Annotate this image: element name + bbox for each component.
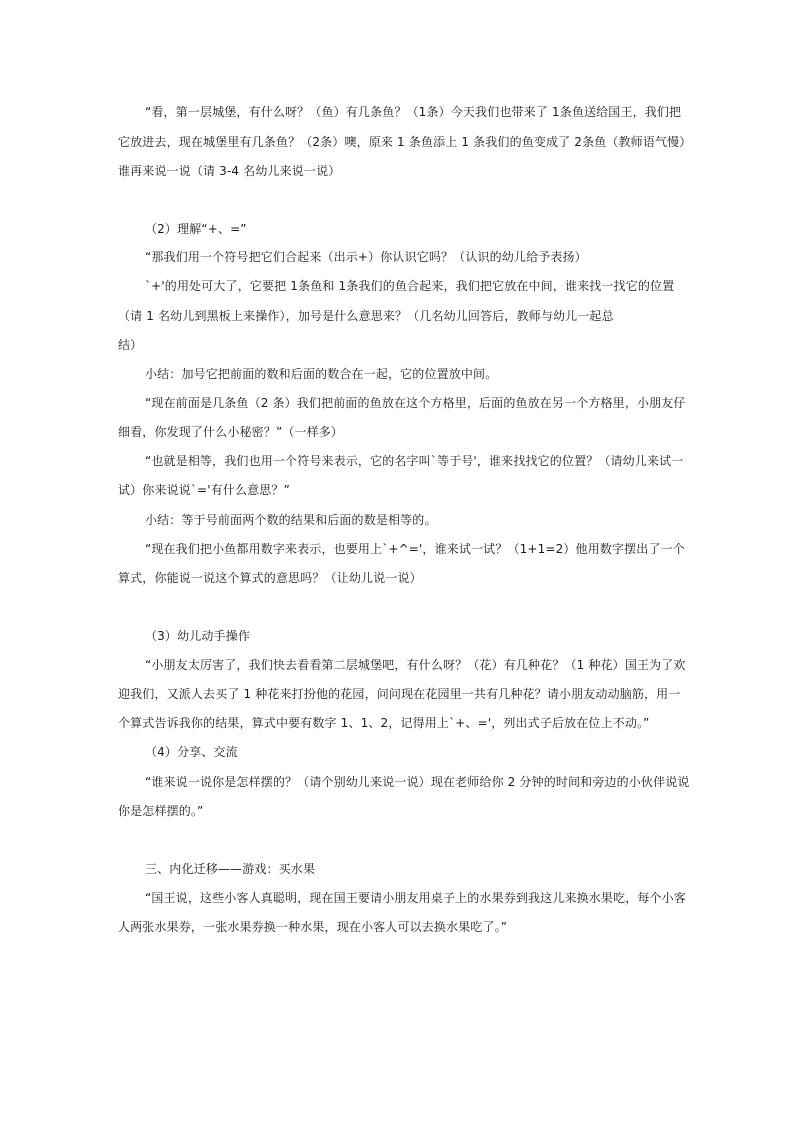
paragraph-5-line-2: 细看，你发现了什么小秘密？”（一样多） (118, 425, 344, 439)
paragraph-3-line-3: 结） (118, 338, 143, 352)
section-three-heading: 三、内化迁移——游戏：买水果 (145, 862, 316, 876)
paragraph-3-line-2: （请 1 名幼儿到黑板上来操作），加号是什么意思来？（几名幼儿回答后，教师与幼儿一起总 (118, 309, 614, 323)
summary-plus: 小结：加号它把前面的数和后面的数合在一起，它的位置放中间。 (145, 367, 498, 381)
paragraph-5-line-1: “现在前面是几条鱼（2 条）我们把前面的鱼放在这个方格里，后面的鱼放在另一个方格里，小朋友仔 (145, 396, 686, 410)
paragraph-6-line-1: “也就是相等，我们也用一个符号来表示，它的名字叫`等于号'，谁来找找它的位置？（请幼儿来试一 (145, 454, 684, 468)
paragraph-1-line-3: 谁再来说一说（请 3-4 名幼儿来说一说） (118, 164, 341, 178)
paragraph-1-line-2: 它放进去，现在城堡里有几条鱼？（2条）噢，原来 1 条鱼添上 1 条我们的鱼变成了 2条鱼（教师语气慢） (118, 135, 692, 149)
section-heading-4: （4）分享、交流 (145, 745, 238, 759)
paragraph-8-line-2: 算式，你能说一说这个算式的意思吗？（让幼儿说一说） (118, 571, 422, 585)
paragraph-12-line-1: “谁来说一说你是怎样摆的？（请个别幼儿来说一说）现在老师给你 2 分钟的时间和旁边的小伙伴说说 (145, 775, 690, 789)
paragraph-14-line-2: 人两张水果券，一张水果券换一种水果，现在小客人可以去换水果吃了。” (118, 920, 508, 934)
paragraph-10-line-2: 迎我们，又派人去买了 1 种花来打扮他的花园，问问现在花园里一共有几种花？请小朋友动动脑筋，用一 (118, 687, 681, 701)
paragraph-3-line-1: `+'的用处可大了，它要把 1条鱼和 1条我们的鱼合起来，我们把它放在中间，谁来找一找它的位置 (145, 279, 675, 293)
paragraph-6-line-2: 试）你来说说`='有什么意思？” (118, 483, 290, 497)
section-heading-3: （3）幼儿动手操作 (145, 629, 250, 643)
paragraph-2-line-1: “那我们用一个符号把它们合起来（出示+）你认识它吗？（认识的幼儿给予表扬） (145, 250, 587, 264)
section-heading-2: （2）理解“+、=” (145, 222, 247, 236)
paragraph-10-line-1: “小朋友太厉害了，我们快去看看第二层城堡吧，有什么呀？（花）有几种花？（1 种花）国王为了欢 (145, 658, 686, 672)
paragraph-1-line-1: “看，第一层城堡，有什么呀？（鱼）有几条鱼？（1条）今天我们也带来了 1条鱼送给国王，我们把 (145, 105, 682, 119)
paragraph-8-line-1: “现在我们把小鱼都用数字来表示，也要用上`+^='，谁来试一试？（1+1=2）他用数字摆出了一个 (145, 542, 685, 556)
paragraph-10-line-3: 个算式告诉我你的结果，算式中要有数字 1、1、2，记得用上`+、='，列出式子后放在位上不动。” (118, 716, 650, 730)
paragraph-14-line-1: “国王说，这些小客人真聪明，现在国王要请小朋友用桌子上的水果券到我这儿来换水果吃，每个小客 (145, 891, 686, 905)
summary-equals: 小结：等于号前面两个数的结果和后面的数是相等的。 (145, 513, 437, 527)
paragraph-12-line-2: 你是怎样摆的。” (118, 804, 204, 818)
